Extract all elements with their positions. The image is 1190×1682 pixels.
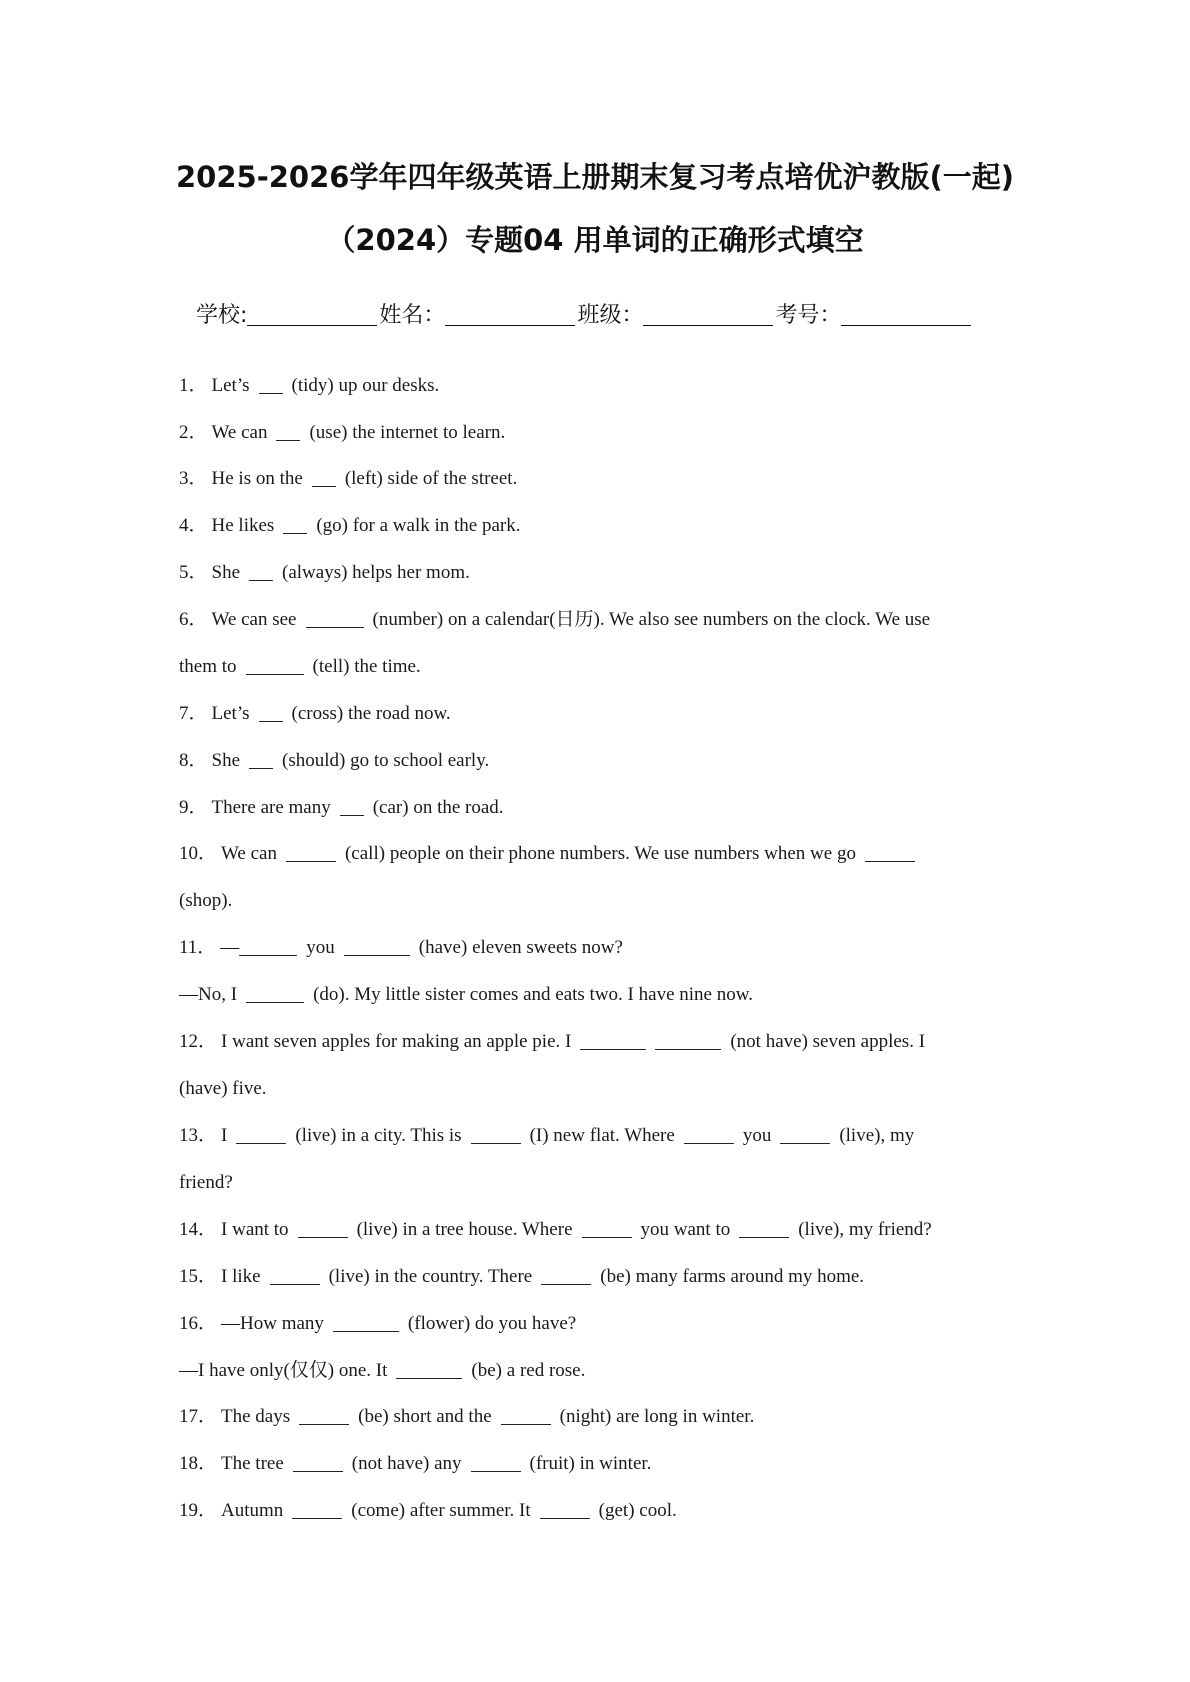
question-2 xyxy=(179,421,1039,445)
question-text: We can xyxy=(211,422,268,443)
question-text: (fruit) in winter. xyxy=(529,1453,652,1474)
answer-blank[interactable] xyxy=(298,1219,348,1238)
question-number: 4． xyxy=(179,515,208,536)
question-text: We can see xyxy=(211,609,297,630)
question-text: you want to xyxy=(640,1219,731,1240)
question-number: 14． xyxy=(179,1219,218,1240)
question-number: 3． xyxy=(179,468,208,489)
class-label: 班级： xyxy=(577,303,644,328)
question-text: (live), my xyxy=(839,1125,915,1146)
question-text: (car) on the road. xyxy=(372,797,504,818)
answer-blank[interactable] xyxy=(312,468,336,487)
question-13-continued xyxy=(179,1171,1039,1195)
question-16-answer-line xyxy=(179,1359,1039,1383)
question-text: you xyxy=(742,1125,772,1146)
school-label: 学校: xyxy=(196,303,248,328)
question-text: (live) in a tree house. Where xyxy=(356,1219,573,1240)
answer-blank[interactable] xyxy=(344,937,410,956)
answer-blank[interactable] xyxy=(396,1360,462,1379)
question-7 xyxy=(179,702,1039,726)
question-number: 17． xyxy=(179,1406,218,1427)
question-number: 16． xyxy=(179,1313,218,1334)
question-text: We can xyxy=(221,843,277,864)
answer-blank[interactable] xyxy=(306,609,364,628)
question-text: (flower) do you have? xyxy=(407,1313,577,1334)
question-text: (use) the internet to learn. xyxy=(309,422,506,443)
answer-blank[interactable] xyxy=(540,1500,590,1519)
answer-blank[interactable] xyxy=(541,1266,591,1285)
answer-blank[interactable] xyxy=(293,1453,343,1472)
question-text: Let’s xyxy=(211,375,250,396)
answer-blank[interactable] xyxy=(582,1219,632,1238)
answer-blank[interactable] xyxy=(655,1031,721,1050)
answer-blank[interactable] xyxy=(270,1266,320,1285)
question-text: He is on the xyxy=(211,468,303,489)
question-text: (number) on a calendar(日历). We also see numbers on the clock. We use xyxy=(372,609,931,630)
question-text: The days xyxy=(221,1406,291,1427)
question-11 xyxy=(179,936,1039,960)
question-text: them to xyxy=(179,656,237,677)
question-4 xyxy=(179,514,1039,538)
question-text: I like xyxy=(221,1266,261,1287)
question-text: I want seven apples for making an apple pie. I xyxy=(221,1031,572,1052)
question-number: 1． xyxy=(179,375,208,396)
answer-blank[interactable] xyxy=(292,1500,342,1519)
question-number: 7． xyxy=(179,703,208,724)
question-text: (do). My little sister comes and eats two. I have nine now. xyxy=(313,984,753,1005)
question-text: (not have) seven apples. I xyxy=(730,1031,926,1052)
answer-blank[interactable] xyxy=(333,1313,399,1332)
question-number: 12． xyxy=(179,1031,218,1052)
answer-blank[interactable] xyxy=(239,937,297,956)
question-14 xyxy=(179,1218,1039,1242)
answer-blank[interactable] xyxy=(249,562,273,581)
question-text: (go) for a walk in the park. xyxy=(316,515,521,536)
answer-blank[interactable] xyxy=(684,1125,734,1144)
question-text: you xyxy=(306,937,335,958)
answer-blank[interactable] xyxy=(283,515,307,534)
question-text: (should) go to school early. xyxy=(282,750,490,771)
question-number: 11． xyxy=(179,937,217,958)
question-13 xyxy=(179,1124,1039,1148)
name-field[interactable] xyxy=(445,303,575,326)
question-12 xyxy=(179,1030,1039,1054)
answer-blank[interactable] xyxy=(246,984,304,1003)
question-6-continued xyxy=(179,655,1039,679)
question-text: (be) a red rose. xyxy=(471,1360,586,1381)
answer-blank[interactable] xyxy=(286,843,336,862)
question-number: 8． xyxy=(179,750,208,771)
answer-blank[interactable] xyxy=(276,422,300,441)
question-text: (tell) the time. xyxy=(312,656,421,677)
question-19 xyxy=(179,1499,1039,1523)
question-text: (live) in a city. This is xyxy=(295,1125,462,1146)
question-3 xyxy=(179,467,1039,491)
question-number: 10． xyxy=(179,843,218,864)
question-10 xyxy=(179,842,1039,866)
answer-blank[interactable] xyxy=(471,1125,521,1144)
answer-blank[interactable] xyxy=(471,1453,521,1472)
question-number: 2． xyxy=(179,422,208,443)
school-field[interactable] xyxy=(247,303,377,326)
question-text: (call) people on their phone numbers. We use numbers when we go xyxy=(344,843,856,864)
question-text: (I) new flat. Where xyxy=(529,1125,675,1146)
question-text: — xyxy=(220,937,240,958)
question-number: 15． xyxy=(179,1266,218,1287)
question-number: 18． xyxy=(179,1453,218,1474)
answer-blank[interactable] xyxy=(580,1031,646,1050)
page-title-line-1: 2025-2026学年四年级英语上册期末复习考点培优沪教版(一起) xyxy=(176,160,1014,194)
question-text: I want to xyxy=(221,1219,289,1240)
question-text: —No, I xyxy=(179,984,238,1005)
question-text: (shop). xyxy=(179,890,233,911)
answer-blank[interactable] xyxy=(259,703,283,722)
question-9 xyxy=(179,796,1039,820)
answer-blank[interactable] xyxy=(865,843,915,862)
exam-number-label: 考号： xyxy=(775,303,842,328)
question-text: (night) are long in winter. xyxy=(559,1406,755,1427)
answer-blank[interactable] xyxy=(739,1219,789,1238)
question-text: (be) many farms around my home. xyxy=(600,1266,865,1287)
question-17 xyxy=(179,1405,1039,1429)
question-16 xyxy=(179,1312,1039,1336)
question-text: —How many xyxy=(221,1313,324,1334)
question-text: She xyxy=(211,562,241,583)
question-15 xyxy=(179,1265,1039,1289)
question-8 xyxy=(179,749,1039,773)
question-number: 13． xyxy=(179,1125,218,1146)
question-1 xyxy=(179,374,1039,398)
question-10-continued xyxy=(179,889,1039,913)
question-text: (always) helps her mom. xyxy=(282,562,470,583)
question-text: There are many xyxy=(211,797,331,818)
answer-blank[interactable] xyxy=(249,750,273,769)
name-label: 姓名： xyxy=(379,303,446,328)
question-text: She xyxy=(211,750,241,771)
question-text: (come) after summer. It xyxy=(351,1500,531,1521)
question-11-answer-line xyxy=(179,983,1039,1007)
question-text: He likes xyxy=(211,515,275,536)
student-info-row xyxy=(196,298,1026,329)
class-field[interactable] xyxy=(643,303,773,326)
question-text: (have) five. xyxy=(179,1078,267,1099)
question-text: I xyxy=(221,1125,228,1146)
question-text: (get) cool. xyxy=(598,1500,677,1521)
answer-blank[interactable] xyxy=(340,797,364,816)
question-text: (tidy) up our desks. xyxy=(291,375,440,396)
question-number: 19． xyxy=(179,1500,218,1521)
question-18 xyxy=(179,1452,1039,1476)
exam-number-field[interactable] xyxy=(841,303,971,326)
answer-blank[interactable] xyxy=(780,1125,830,1144)
question-text: Autumn xyxy=(221,1500,284,1521)
question-text: (be) short and the xyxy=(358,1406,492,1427)
answer-blank[interactable] xyxy=(299,1406,349,1425)
answer-blank[interactable] xyxy=(259,375,283,394)
question-text: —I have only(仅仅) one. It xyxy=(179,1360,388,1381)
answer-blank[interactable] xyxy=(246,656,304,675)
question-12-continued xyxy=(179,1077,1039,1101)
question-text: (have) eleven sweets now? xyxy=(418,937,623,958)
question-text: Let’s xyxy=(211,703,250,724)
question-number: 6． xyxy=(179,609,208,630)
page-title-line-2: （2024）专题04 用单词的正确形式填空 xyxy=(326,223,864,257)
question-text: The tree xyxy=(221,1453,284,1474)
question-text: (not have) any xyxy=(351,1453,462,1474)
question-text: (live) in the country. There xyxy=(328,1266,533,1287)
question-number: 5． xyxy=(179,562,208,583)
answer-blank[interactable] xyxy=(236,1125,286,1144)
answer-blank[interactable] xyxy=(501,1406,551,1425)
question-text: (left) side of the street. xyxy=(344,468,518,489)
question-6 xyxy=(179,608,1039,632)
question-text: friend? xyxy=(179,1172,233,1193)
question-5 xyxy=(179,561,1039,585)
question-text: (live), my friend? xyxy=(798,1219,932,1240)
question-text: (cross) the road now. xyxy=(291,703,451,724)
question-number: 9． xyxy=(179,797,208,818)
